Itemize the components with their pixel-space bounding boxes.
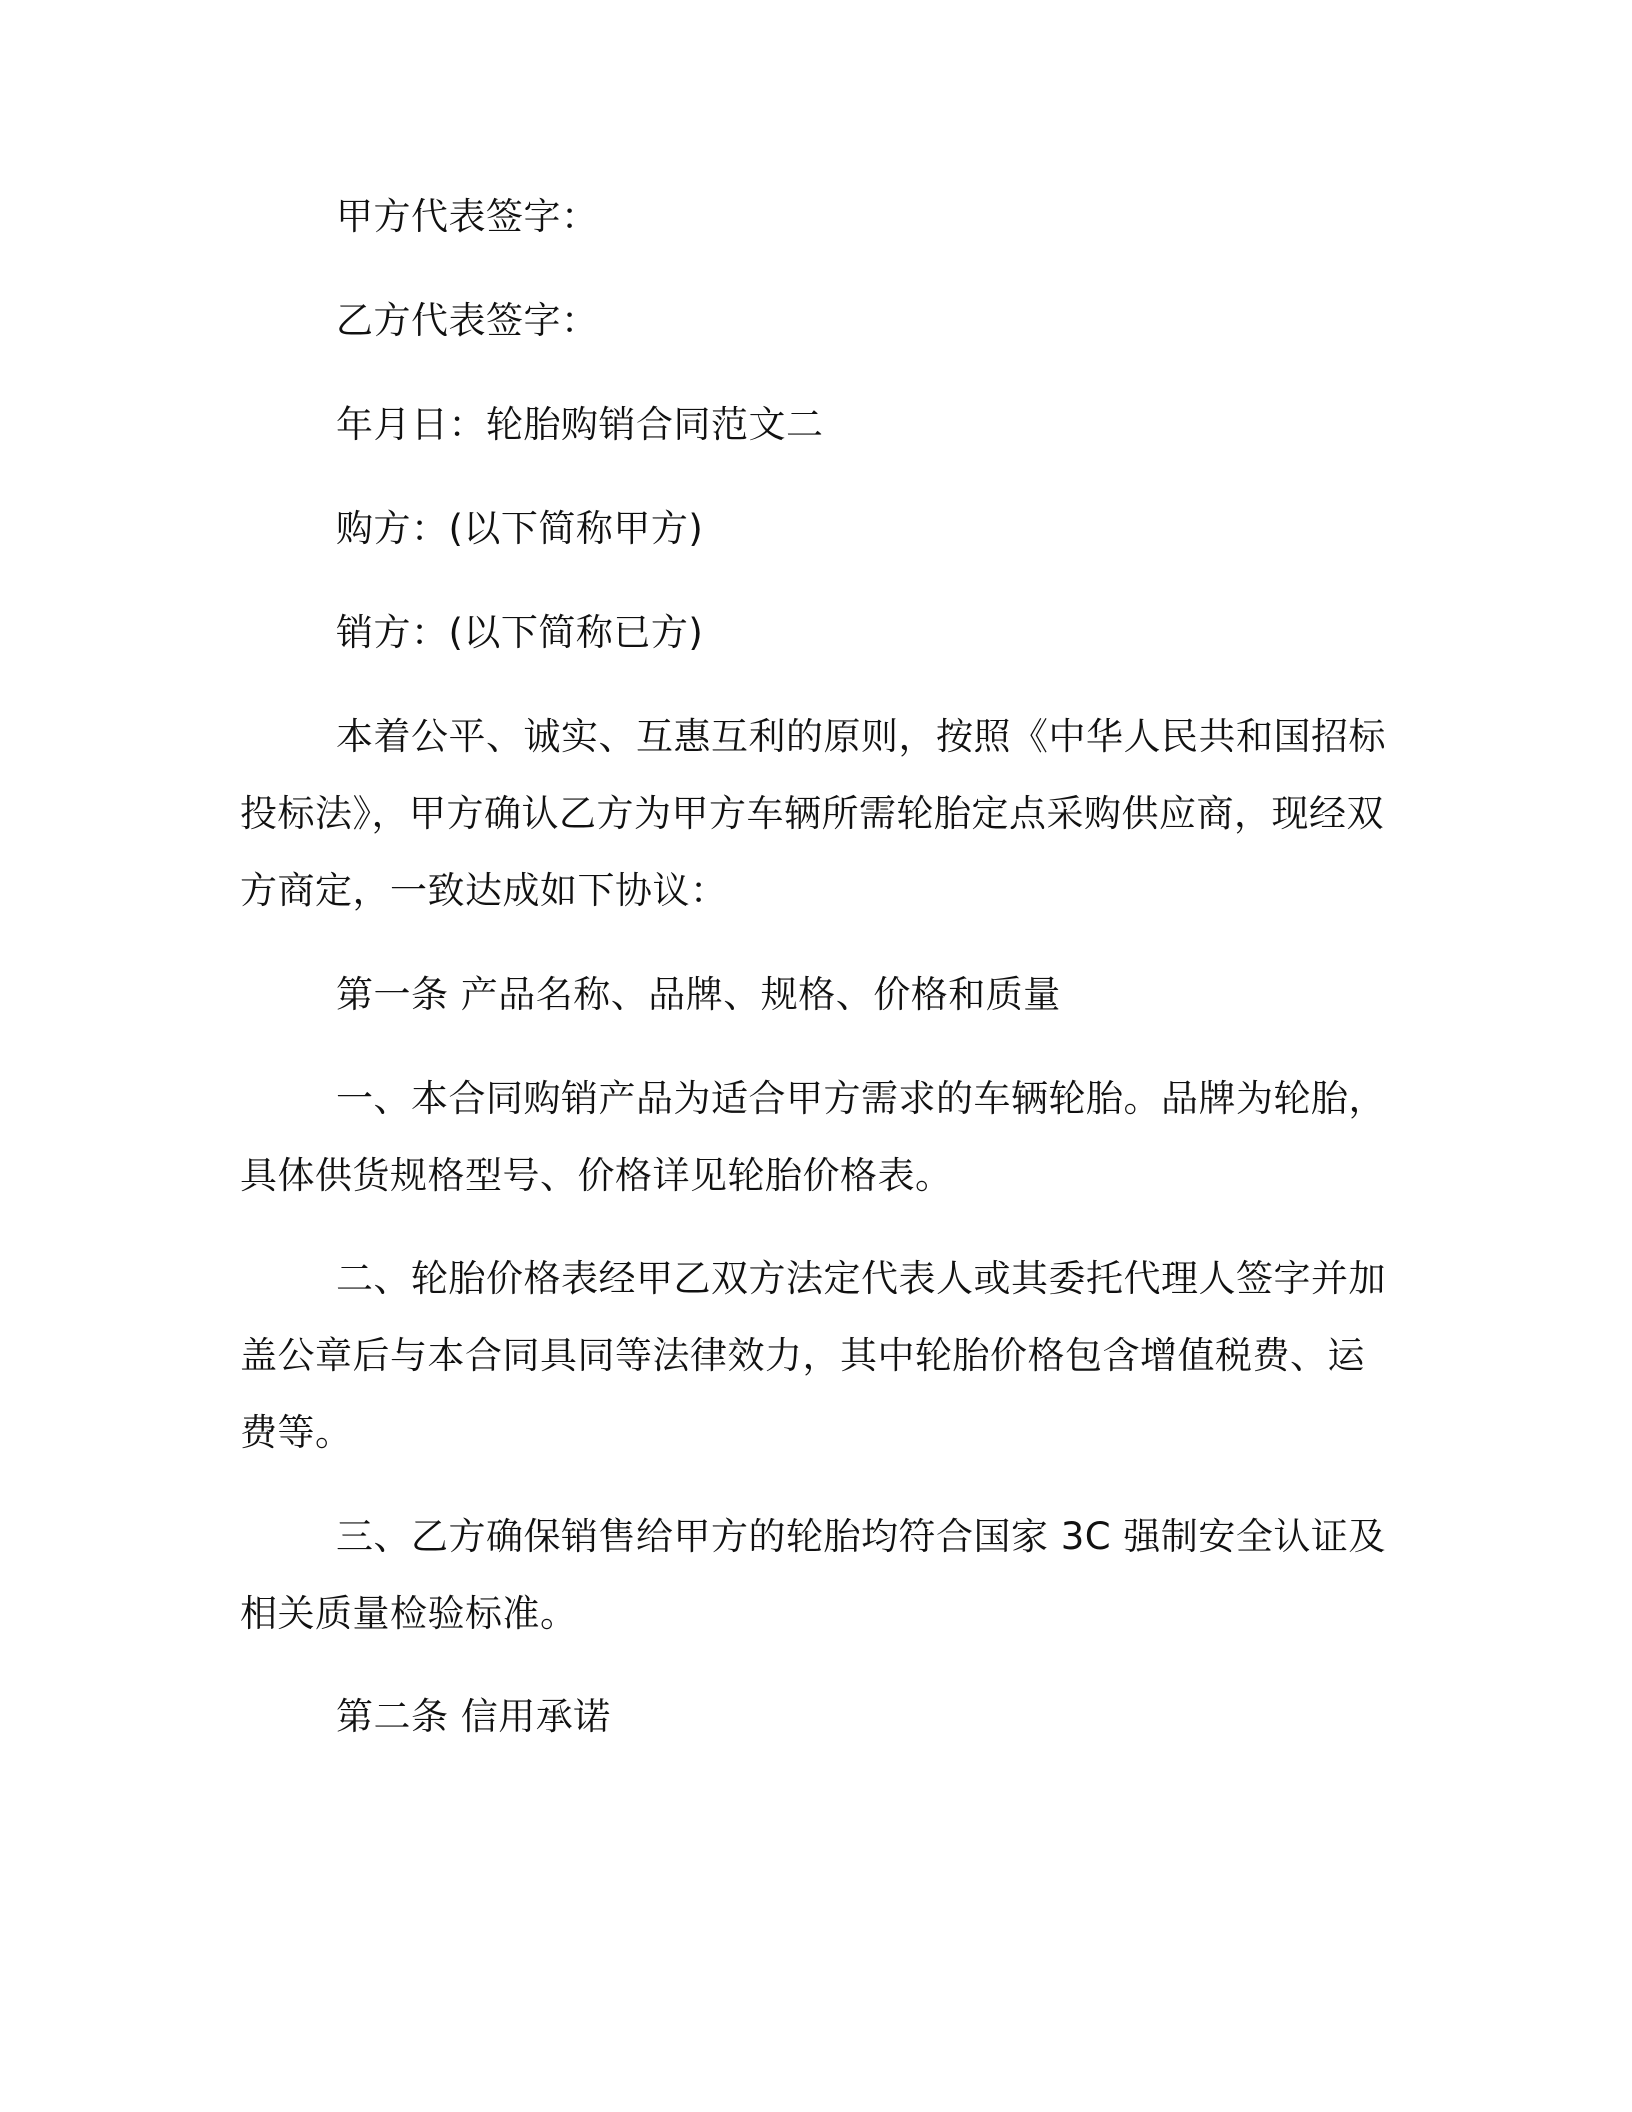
- date-and-title-line: 年月日：轮胎购销合同范文二: [336, 403, 824, 446]
- buyer-line: 购方：(以下简称甲方): [336, 507, 704, 550]
- clause-two-paragraph: 二、轮胎价格表经甲乙双方法定代表人或其委托代理人签字并加盖公章后与本合同具同等法律效力，其中轮胎价格包含增值税费、运费等。: [240, 1257, 1386, 1454]
- party-a-signature-line: 甲方代表签字：: [336, 195, 599, 238]
- preamble-paragraph: 本着公平、诚实、互惠互利的原则，按照《中华人民共和国招标投标法》，甲方确认乙方为甲方车辆所需轮胎定点采购供应商，现经双方商定，一致达成如下协议：: [240, 715, 1386, 912]
- party-b-signature-line: 乙方代表签字：: [336, 299, 599, 342]
- clause-three-paragraph: 三、乙方确保销售给甲方的轮胎均符合国家 3C 强制安全认证及相关质量检验标准。: [240, 1515, 1386, 1635]
- seller-line: 销方：(以下简称已方): [336, 611, 704, 654]
- article-one-heading: 第一条 产品名称、品牌、规格、价格和质量: [336, 973, 1061, 1016]
- clause-one-paragraph: 一、本合同购销产品为适合甲方需求的车辆轮胎。品牌为轮胎，具体供货规格型号、价格详见轮胎价格表。: [240, 1077, 1386, 1197]
- article-two-heading: 第二条 信用承诺: [336, 1695, 611, 1738]
